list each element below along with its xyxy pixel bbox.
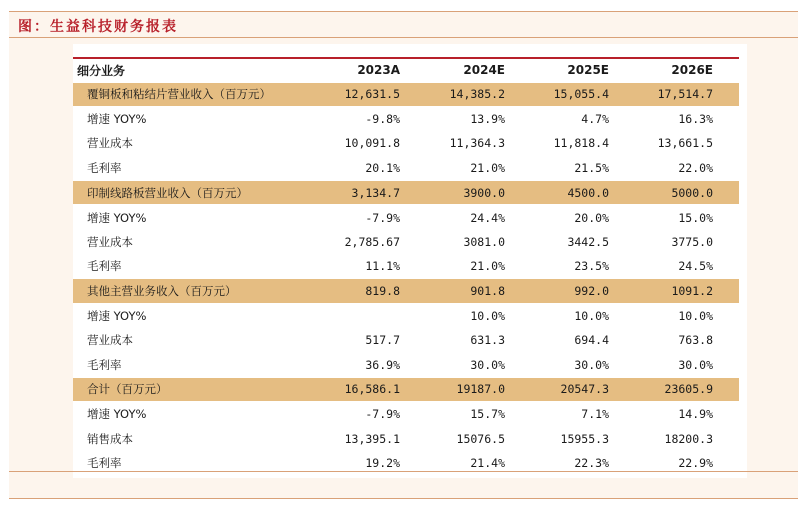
value-cell: 631.3 xyxy=(470,333,505,348)
value-cell: 20547.3 xyxy=(531,377,635,402)
value-cell: 694.4 xyxy=(574,333,609,348)
value-cell: 21.0% xyxy=(470,160,505,175)
row-label: 毛利率 xyxy=(87,357,122,372)
value-cell: 10,091.8 xyxy=(344,136,400,151)
table-header-row xyxy=(73,58,739,82)
value-cell: 16.3% xyxy=(678,112,713,127)
header-cell-2023a: 2023A xyxy=(321,58,426,82)
value-cell: 24.4% xyxy=(470,210,505,225)
value-cell: 36.9% xyxy=(365,357,400,372)
value-cell: 3442.5 xyxy=(567,234,609,249)
table-row xyxy=(73,303,739,328)
table-row xyxy=(73,328,739,353)
row-label: 毛利率 xyxy=(87,259,122,274)
value-cell: -9.8% xyxy=(365,112,400,127)
figure-title: 图：生益科技财务报表 xyxy=(18,19,178,35)
value-cell: 20.0% xyxy=(574,210,609,225)
value-cell: 7.1% xyxy=(581,407,609,422)
section-row xyxy=(73,279,739,304)
value-cell: 3900.0 xyxy=(426,180,531,205)
value-cell: 15.0% xyxy=(678,210,713,225)
table-sheet xyxy=(73,44,747,478)
value-cell: 5000.0 xyxy=(635,180,739,205)
value-cell: 15076.5 xyxy=(456,431,505,446)
value-cell: 19187.0 xyxy=(426,377,531,402)
value-cell: 30.0% xyxy=(574,357,609,372)
value-cell: 22.3% xyxy=(574,456,609,471)
value-cell: 17,514.7 xyxy=(635,82,739,107)
section-row xyxy=(73,82,739,107)
figure-frame xyxy=(9,11,798,499)
row-label: 营业成本 xyxy=(87,136,133,151)
bottom-rule xyxy=(9,471,798,472)
value-cell: 12,631.5 xyxy=(321,82,426,107)
value-cell: 16,586.1 xyxy=(321,377,426,402)
header-cell-2025e: 2025E xyxy=(531,58,635,82)
value-cell: 21.5% xyxy=(574,160,609,175)
value-cell: 13,661.5 xyxy=(657,136,713,151)
financial-table xyxy=(73,57,739,476)
value-cell: 19.2% xyxy=(365,456,400,471)
row-label: 增速 YOY% xyxy=(87,210,147,225)
section-row xyxy=(73,180,739,205)
row-label: 毛利率 xyxy=(87,456,122,471)
value-cell: 11,818.4 xyxy=(553,136,609,151)
table-row xyxy=(73,107,739,132)
value-cell: 14.9% xyxy=(678,407,713,422)
value-cell: 13.9% xyxy=(470,112,505,127)
header-cell-2026e: 2026E xyxy=(635,58,739,82)
value-cell: 21.0% xyxy=(470,259,505,274)
row-label: 其他主营业务收入（百万元） xyxy=(73,279,321,304)
header-cell-2024e: 2024E xyxy=(426,58,531,82)
row-label: 营业成本 xyxy=(87,234,133,249)
value-cell: 763.8 xyxy=(678,333,713,348)
value-cell: 517.7 xyxy=(365,333,400,348)
row-label: 增速 YOY% xyxy=(87,407,147,422)
value-cell: 14,385.2 xyxy=(426,82,531,107)
value-cell: 4.7% xyxy=(581,112,609,127)
table-row xyxy=(73,205,739,230)
value-cell: 15.7% xyxy=(470,407,505,422)
value-cell: 30.0% xyxy=(470,357,505,372)
value-cell: 15955.3 xyxy=(560,431,609,446)
value-cell: 11,364.3 xyxy=(449,136,505,151)
value-cell: 3775.0 xyxy=(671,234,713,249)
row-label: 覆铜板和粘结片营业收入（百万元） xyxy=(73,82,321,107)
row-label: 销售成本 xyxy=(87,431,133,446)
value-cell: 10.0% xyxy=(470,308,505,323)
row-label: 合计（百万元） xyxy=(73,377,321,402)
value-cell: 10.0% xyxy=(574,308,609,323)
value-cell: 11.1% xyxy=(365,259,400,274)
value-cell: 20.1% xyxy=(365,160,400,175)
value-cell: 24.5% xyxy=(678,259,713,274)
value-cell: 10.0% xyxy=(678,308,713,323)
value-cell: -7.9% xyxy=(365,210,400,225)
table-row xyxy=(73,254,739,279)
value-cell: 21.4% xyxy=(470,456,505,471)
value-cell: 18200.3 xyxy=(664,431,713,446)
row-label: 印制线路板营业收入（百万元） xyxy=(73,180,321,205)
row-label: 毛利率 xyxy=(87,160,122,175)
value-cell: 23.5% xyxy=(574,259,609,274)
table-row xyxy=(73,131,739,156)
value-cell: -7.9% xyxy=(365,407,400,422)
table-row xyxy=(73,230,739,255)
header-cell-segment: 细分业务 xyxy=(73,58,321,82)
value-cell: 901.8 xyxy=(426,279,531,304)
value-cell: 3081.0 xyxy=(463,234,505,249)
table-row xyxy=(73,353,739,378)
value-cell: 30.0% xyxy=(678,357,713,372)
value-cell: 2,785.67 xyxy=(344,234,400,249)
value-cell: 1091.2 xyxy=(635,279,739,304)
value-cell: 3,134.7 xyxy=(321,180,426,205)
row-label: 增速 YOY% xyxy=(87,112,147,127)
table-body xyxy=(73,82,739,476)
value-cell: 819.8 xyxy=(321,279,426,304)
row-label: 营业成本 xyxy=(87,333,133,348)
value-cell: 22.9% xyxy=(678,456,713,471)
value-cell: 23605.9 xyxy=(635,377,739,402)
row-label: 增速 YOY% xyxy=(87,308,147,323)
figure-title-bar xyxy=(9,12,798,38)
value-cell xyxy=(321,303,426,328)
table-row xyxy=(73,402,739,427)
value-cell: 992.0 xyxy=(531,279,635,304)
table-row xyxy=(73,156,739,181)
value-cell: 22.0% xyxy=(678,160,713,175)
value-cell: 13,395.1 xyxy=(344,431,400,446)
section-row xyxy=(73,377,739,402)
value-cell: 15,055.4 xyxy=(531,82,635,107)
table-row xyxy=(73,426,739,451)
value-cell: 4500.0 xyxy=(531,180,635,205)
